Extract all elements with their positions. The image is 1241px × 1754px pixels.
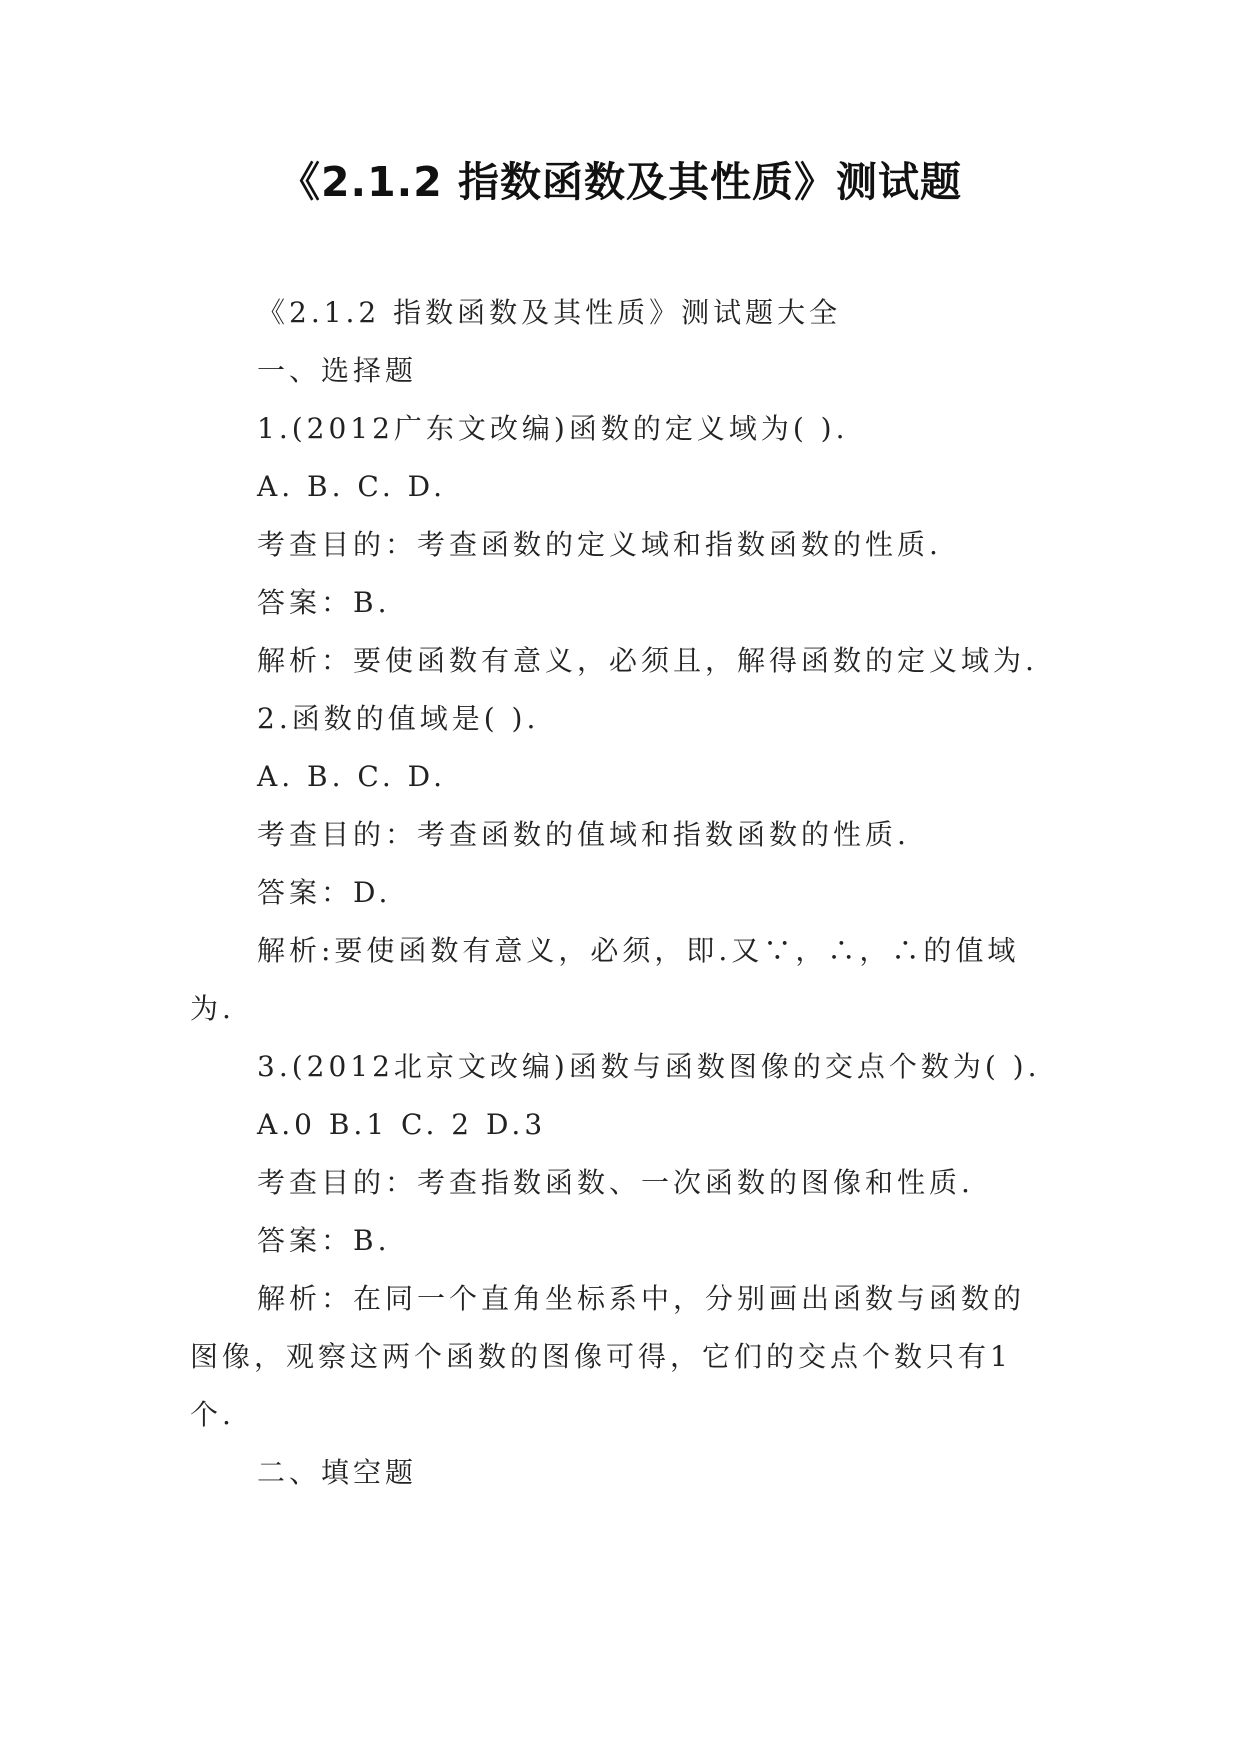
- question-1-explanation: 解析：要使函数有意义，必须且，解得函数的定义域为.: [257, 644, 1038, 677]
- document-body: [190, 284, 1056, 1502]
- question-2-purpose: 考查目的：考查函数的值域和指数函数的性质.: [257, 818, 910, 851]
- document-title: 《2.1.2 指数函数及其性质》测试题: [278, 158, 962, 206]
- question-1-purpose: 考查目的：考查函数的定义域和指数函数的性质.: [257, 528, 942, 561]
- question-3-explanation: 解析：在同一个直角坐标系中，分别画出函数与函数的图像，观察这两个函数的图像可得，它们的交点个数只有1个.: [190, 1282, 1026, 1431]
- subtitle-line: 《2.1.2 指数函数及其性质》测试题大全: [257, 296, 842, 329]
- question-3-purpose: 考查目的：考查指数函数、一次函数的图像和性质.: [257, 1166, 974, 1199]
- question-3-answer: 答案：B.: [257, 1224, 391, 1257]
- question-1-options: A. B. C. D.: [257, 470, 446, 503]
- question-2-explanation: 解析:要使函数有意义，必须，即.又∵，∴，∴的值域为.: [190, 934, 1020, 1025]
- question-2: 2.函数的值域是( ).: [257, 702, 540, 735]
- question-3-options: A.0 B.1 C. 2 D.3: [257, 1108, 547, 1141]
- question-1-answer: 答案：B.: [257, 586, 391, 619]
- section-heading-multiple-choice: 一、选择题: [257, 354, 418, 387]
- question-2-answer: 答案：D.: [257, 876, 392, 909]
- question-3: 3.(2012北京文改编)函数与函数图像的交点个数为( ).: [257, 1050, 1041, 1083]
- question-1: 1.(2012广东文改编)函数的定义域为( ).: [257, 412, 849, 445]
- section-heading-fill-in: 二、填空题: [257, 1456, 418, 1489]
- question-2-options: A. B. C. D.: [257, 760, 446, 793]
